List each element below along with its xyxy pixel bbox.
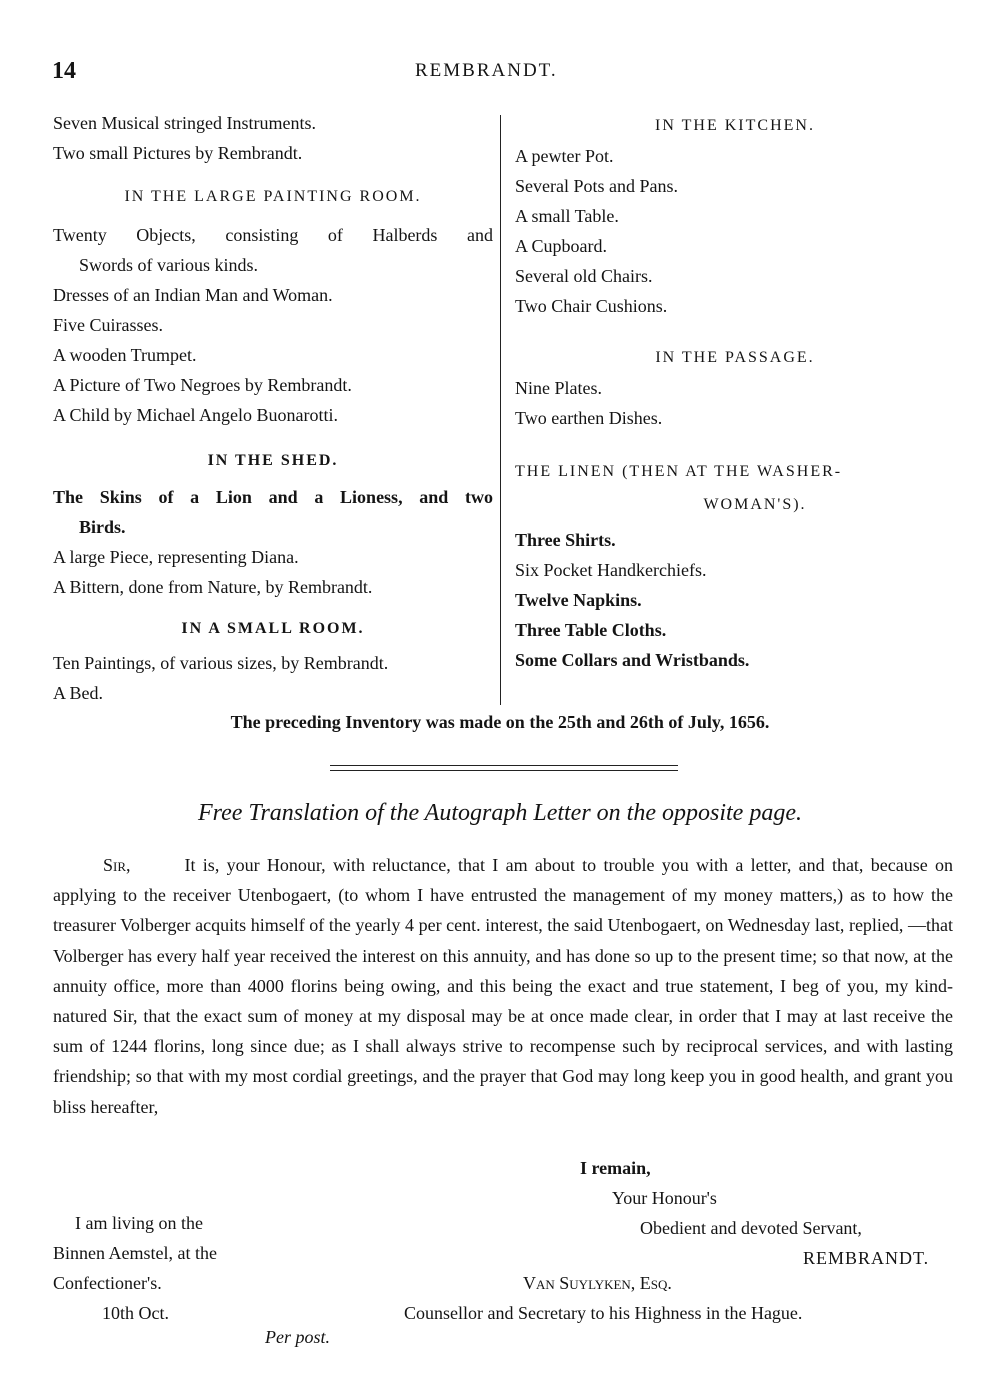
inventory-item: A wooden Trumpet.	[53, 345, 197, 365]
sender-address: I am living on the Binnen Aemstel, at the Confectioner's.	[53, 1213, 217, 1293]
salutation: Sir,	[103, 855, 131, 875]
inventory-item: Six Pocket Handkerchiefs.	[515, 560, 707, 580]
double-rule-divider	[330, 765, 678, 771]
running-head: REMBRANDT.	[415, 60, 558, 81]
inventory-item: The Skins of a Lion and a Lioness, and two	[53, 487, 493, 507]
translation-title: Free Translation of the Autograph Letter on the opposite page.	[198, 800, 802, 826]
inventory-item: A small Table.	[515, 206, 619, 226]
column-divider	[500, 115, 501, 705]
letter-date: 10th Oct.	[102, 1303, 169, 1323]
page-number: 14	[52, 58, 76, 84]
inventory-item: Twelve Napkins.	[515, 590, 642, 610]
inventory-item: Swords of various kinds.	[79, 255, 258, 275]
letter-honour: Your Honour's	[612, 1188, 717, 1208]
inventory-right-column	[515, 111, 955, 675]
section-heading-linen: THE LINEN (THEN AT THE WASHER- WOMAN'S).	[515, 463, 843, 513]
inventory-closing-note: The preceding Inventory was made on the 25th and 26th of July, 1656.	[230, 712, 770, 732]
inventory-item: Ten Paintings, of various sizes, by Rembrandt.	[53, 653, 389, 673]
letter-text: It is, your Honour, with reluctance, that I am about to trouble you with a letter, and that, because on applying to the receiver Utenbogaert, (to whom I have entrusted the management of my money matters,) as to how the treasurer Volberger acquits himself of the yearly 4 per cent. interest, the said Utenbogaert, on Wednesday last, replied, —that Volberger has every half year received the interest on this annuity, and has done so up to the present time; so that now, at the annuity office, more than 4000 florins being owing, and this being the exact and true statement, I beg of you, my kind-natured Sir, that the exact sum of money at my disposal may be at once made clear, in order that I may at last receive the sum of 1244 florins, long since due; as I shall always strive to recompense such by reciprocal services, and with lasting friendship; so that with my most cordial greetings, and the prayer that God may long keep you in good health, and grant you bliss hereafter,	[53, 855, 953, 1117]
letter-body	[53, 850, 953, 1122]
inventory-item: A Bed.	[53, 683, 104, 703]
inventory-item: Dresses of an Indian Man and Woman.	[53, 285, 333, 305]
inventory-item: Two small Pictures by Rembrandt.	[53, 143, 303, 163]
section-heading-passage: IN THE PASSAGE.	[655, 349, 815, 366]
letter-closing: I remain,	[580, 1158, 651, 1178]
section-heading-large-painting-room: IN THE LARGE PAINTING ROOM.	[124, 188, 422, 205]
inventory-item: Five Cuirasses.	[53, 315, 163, 335]
inventory-item: Three Shirts.	[515, 530, 616, 550]
signature: REMBRANDT.	[803, 1248, 930, 1268]
inventory-item: A Bittern, done from Nature, by Rembrandt.	[53, 577, 373, 597]
inventory-left-column	[53, 108, 493, 708]
recipient-name: Van Suylyken, Esq.	[523, 1273, 672, 1293]
recipient-title: Counsellor and Secretary to his Highness in the Hague.	[404, 1303, 803, 1323]
inventory-item: A pewter Pot.	[515, 146, 614, 166]
inventory-item: Several old Chairs.	[515, 266, 653, 286]
inventory-item: Seven Musical stringed Instruments.	[53, 113, 316, 133]
inventory-item: Some Collars and Wristbands.	[515, 650, 750, 670]
inventory-item: Birds.	[79, 517, 126, 537]
inventory-item: A Cupboard.	[515, 236, 607, 256]
letter-servant: Obedient and devoted Servant,	[640, 1218, 862, 1238]
section-heading-kitchen: IN THE KITCHEN.	[655, 117, 815, 134]
inventory-item: Twenty Objects, consisting of Halberds and	[53, 225, 493, 245]
per-post-note: Per post.	[265, 1327, 330, 1347]
inventory-item: Two Chair Cushions.	[515, 296, 668, 316]
inventory-item: A Child by Michael Angelo Buonarotti.	[53, 405, 338, 425]
inventory-item: Several Pots and Pans.	[515, 176, 678, 196]
inventory-item: A large Piece, representing Diana.	[53, 547, 299, 567]
section-heading-small-room: IN A SMALL ROOM.	[181, 620, 365, 637]
inventory-item: Nine Plates.	[515, 378, 602, 398]
inventory-item: Two earthen Dishes.	[515, 408, 663, 428]
section-heading-shed: IN THE SHED.	[207, 452, 339, 469]
inventory-item: A Picture of Two Negroes by Rembrandt.	[53, 375, 352, 395]
inventory-item: Three Table Cloths.	[515, 620, 667, 640]
